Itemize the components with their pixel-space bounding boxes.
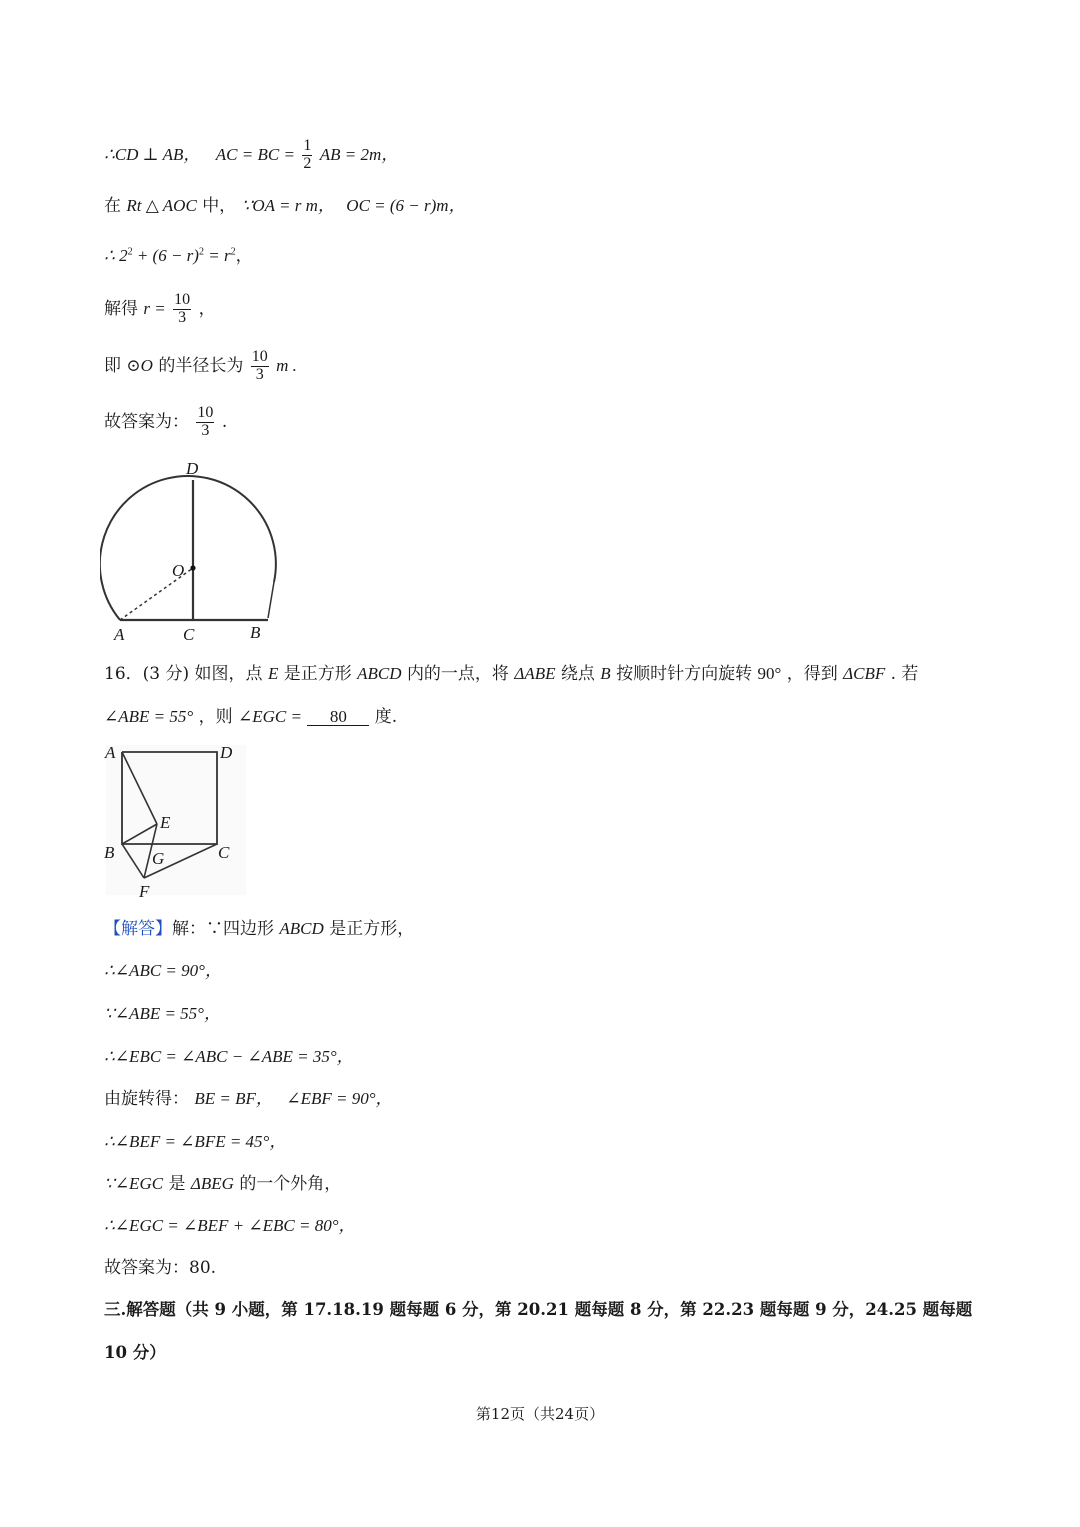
figure-background [106, 745, 246, 895]
text-segment: 解：∵四边形 [172, 919, 274, 939]
section-heading-line-1: 三.解答题（共 9 小题，第 17.18.19 题每题 6 分，第 20.21 题每题 8 分，第 22.23 题每题 9 分，24.25 题每题 [104, 1300, 973, 1319]
text-segment: 内的一点，将 [406, 664, 509, 684]
label-g: G [152, 849, 165, 868]
text-segment: ΔABE [514, 664, 556, 683]
text-segment: ，得到 [786, 664, 838, 684]
solution-16-line-1 [104, 920, 414, 938]
text-segment: 在 [104, 196, 121, 216]
text-segment: ，则 [198, 707, 233, 727]
solution-16-line-3: ∵∠ABE = 55°， [104, 1004, 221, 1023]
solution-16-line-6: ∴∠BEF = ∠BFE = 45°， [104, 1132, 287, 1151]
solution-line-4 [104, 292, 216, 327]
solution-16-line-8: ∴∠EGC = ∠BEF + ∠EBC = 80°， [104, 1216, 356, 1235]
answer-tag: 【解答】 [104, 919, 172, 939]
solution-16-line-2: ∴∠ABC = 90°， [104, 961, 222, 980]
text-segment: r = [143, 298, 166, 318]
text-segment: . [221, 411, 228, 432]
label-c: C [218, 843, 230, 862]
superscript: 2 [230, 246, 236, 258]
text-segment: = r [203, 246, 231, 265]
answer-blank: 80 [307, 708, 369, 726]
text-segment: 度. [374, 707, 398, 727]
text-segment: ， [235, 246, 253, 266]
label-o: O [172, 561, 185, 580]
circle-arc [100, 476, 276, 620]
label-c: C [183, 625, 195, 644]
fraction-denominator: 3 [178, 308, 187, 326]
text-segment: 的半径长为 [158, 355, 244, 376]
page-footer: 第12页（共24页） [475, 1405, 605, 1423]
square-figure [100, 740, 250, 902]
fraction [173, 292, 191, 327]
text-segment: 是正方形 [283, 664, 352, 684]
label-f: F [139, 882, 150, 901]
text-segment: 由旋转得： [104, 1089, 189, 1109]
text-segment: ABCD [357, 664, 402, 683]
text-segment: ∴ 2 [104, 246, 128, 265]
text-segment: 90° [757, 664, 782, 683]
text-segment: BE = BF， [194, 1089, 273, 1108]
label-e: E [160, 813, 171, 832]
text-segment: OC = (6 − r)m， [346, 196, 466, 215]
text-segment: ∠EBF = 90°， [286, 1089, 393, 1108]
label-d: D [220, 743, 233, 762]
text-segment: Rt △ AOC [126, 196, 197, 215]
text-segment: 中， [202, 196, 237, 216]
label-d: D [186, 459, 199, 478]
solution-16-line-4: ∴∠EBC = ∠ABC − ∠ABE = 35°， [104, 1047, 354, 1066]
text-segment: . 若 [890, 664, 919, 684]
section-heading-line-2: 10 分） [104, 1343, 166, 1362]
text-segment: ⊙O [126, 355, 153, 375]
question-16-line-2 [104, 708, 397, 726]
solution-line-1 [104, 138, 398, 173]
fraction [196, 405, 214, 440]
text-segment: ΔBEG [190, 1174, 234, 1193]
text-segment: 是 [168, 1174, 186, 1194]
text-segment: AB = 2m， [319, 144, 399, 164]
fraction-denominator: 2 [303, 154, 312, 172]
solution-16-line-5 [104, 1090, 393, 1108]
text-segment: 解得 [104, 298, 138, 319]
solution-16-line-9: 故答案为：80. [104, 1258, 217, 1278]
text-segment: 故答案为： [104, 411, 189, 432]
fraction-numerator: 10 [197, 404, 214, 421]
text-segment: 16．(3 分) 如图，点 [104, 664, 263, 684]
fraction-denominator: 3 [255, 365, 264, 383]
superscript: 2 [127, 246, 133, 258]
text-segment: ABCD [279, 919, 324, 938]
solution-16-line-7 [104, 1175, 341, 1193]
circle-figure [100, 458, 290, 646]
text-segment: ， [198, 298, 216, 319]
text-segment: ∠ABE = 55° [104, 707, 194, 726]
circle-arc-end [268, 582, 274, 618]
solution-line-2 [104, 197, 466, 215]
text-segment: ∵∠EGC [104, 1174, 164, 1193]
center-point [190, 565, 195, 570]
solution-line-5 [104, 349, 297, 384]
fraction-numerator: 10 [174, 291, 191, 308]
text-segment: 即 [104, 355, 121, 376]
label-a: A [114, 625, 125, 644]
solution-line-6 [104, 405, 227, 440]
text-segment: E [267, 664, 279, 683]
fraction-numerator: 1 [303, 137, 312, 154]
text-segment: B [600, 664, 611, 683]
text-segment: ∴CD ⊥ AB， [104, 144, 201, 164]
text-segment: 的一个外角， [239, 1174, 342, 1194]
fraction [251, 349, 269, 384]
fraction [302, 138, 312, 173]
text-segment: 绕点 [560, 664, 595, 684]
text-segment: AC = BC = [215, 144, 295, 164]
text-segment: ∵OA = r m， [241, 196, 335, 215]
text-segment: m . [276, 355, 297, 375]
fraction-numerator: 10 [251, 348, 268, 365]
label-b: B [250, 623, 261, 642]
superscript: 2 [198, 246, 204, 258]
text-segment: 按顺时针方向旋转 [616, 664, 753, 684]
text-segment: 是正方形， [329, 919, 415, 939]
label-b: B [104, 843, 115, 862]
fraction-denominator: 3 [201, 421, 210, 439]
question-16-line-1 [104, 665, 918, 683]
label-a: A [105, 743, 116, 762]
text-segment: ΔCBF [843, 664, 886, 683]
solution-line-3 [104, 247, 253, 265]
text-segment: ∠EGC = [237, 707, 302, 726]
text-segment: + (6 − r) [132, 246, 199, 265]
